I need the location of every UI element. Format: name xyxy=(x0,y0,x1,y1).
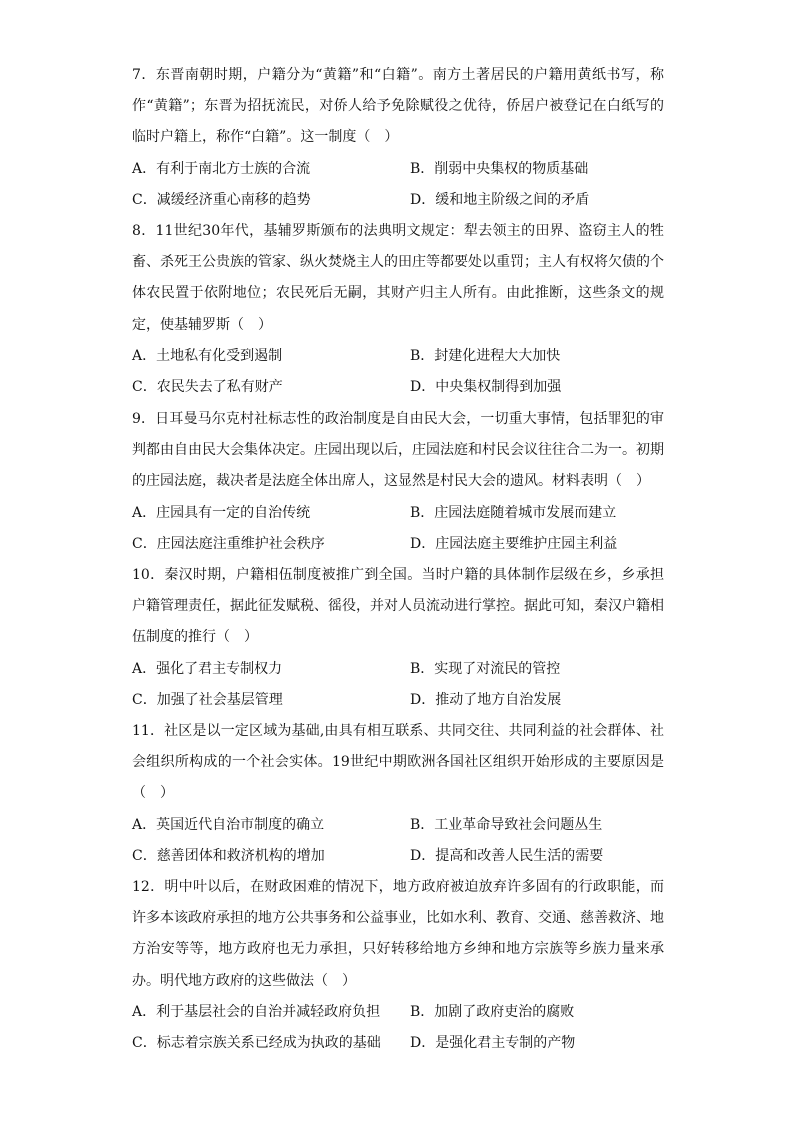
options-row xyxy=(132,654,664,685)
question-8 xyxy=(132,216,664,403)
question-12 xyxy=(132,872,664,1059)
option-b: B．削弱中央集权的物质基础 xyxy=(410,160,589,177)
option-b: B．加剧了政府吏治的腐败 xyxy=(410,1003,575,1020)
option-d: D．中央集权制得到加强 xyxy=(410,379,562,395)
question-9 xyxy=(132,404,664,560)
option-c: C．减缓经济重心南移的趋势 xyxy=(132,191,311,208)
option-b: B．实现了对流民的管控 xyxy=(410,660,561,677)
option-b: B．庄园法庭随着城市发展而建立 xyxy=(410,504,617,521)
options-row xyxy=(132,529,664,560)
option-c: C．标志着宗族关系已经成为执政的基础 xyxy=(132,1035,381,1051)
option-b: B．封建化进程大大加快 xyxy=(410,347,561,364)
option-c: C．加强了社会基层管理 xyxy=(132,691,283,708)
option-d: D．是强化君主专制的产物 xyxy=(410,1035,576,1051)
options-row xyxy=(132,154,664,185)
options-row xyxy=(132,810,664,841)
question-11 xyxy=(132,716,664,872)
option-a: A．英国近代自治市制度的确立 xyxy=(132,816,325,833)
option-a: A．土地私有化受到遏制 xyxy=(132,347,283,364)
option-d: D．提高和改善人民生活的需要 xyxy=(410,847,604,864)
options-row xyxy=(132,498,664,529)
option-b: B．工业革命导致社会问题丛生 xyxy=(410,816,603,833)
option-c: C．农民失去了私有财产 xyxy=(132,379,283,395)
question-stem: 11．社区是以一定区域为基础,由具有相互联系、共同交往、共同利益的社会群体、社会组织所构成的一个社会实体。19世纪中期欧洲各国社区组织开始形成的主要原因是（ ） xyxy=(132,723,664,802)
options-row xyxy=(132,841,664,872)
option-a: A．强化了君主专制权力 xyxy=(132,660,283,677)
option-a: A．利于基层社会的自治并减轻政府负担 xyxy=(132,1003,381,1020)
option-c: C．慈善团体和救济机构的增加 xyxy=(132,847,325,864)
option-a: A．有利于南北方士族的合流 xyxy=(132,160,311,177)
options-row xyxy=(132,341,664,372)
question-stem: 9．日耳曼马尔克村社标志性的政治制度是自由民大会，一切重大事情，包括罪犯的审判都由自由民大会集体决定。庄园出现以后，庄园法庭和村民会议往往合二为一。初期的庄园法庭，裁决者是法庭全体出席人，这显然是村民大会的遗风。材料表明（ ） xyxy=(132,411,664,490)
options-row xyxy=(132,997,664,1028)
options-row xyxy=(132,1028,664,1059)
option-d: D．庄园法庭主要维护庄园主利益 xyxy=(410,535,618,552)
option-d: D．缓和地主阶级之间的矛盾 xyxy=(410,191,590,208)
question-7 xyxy=(132,60,664,216)
question-10 xyxy=(132,560,664,716)
option-d: D．推动了地方自治发展 xyxy=(410,691,562,708)
question-stem: 10．秦汉时期，户籍相伍制度被推广到全国。当时户籍的具体制作层级在乡，乡承担户籍管理责任，据此征发赋税、徭役，并对人员流动进行掌控。据此可知，秦汉户籍相伍制度的推行（ ） xyxy=(132,567,664,646)
option-a: A．庄园具有一定的自治传统 xyxy=(132,504,311,521)
option-c: C．庄园法庭注重维护社会秩序 xyxy=(132,535,325,552)
question-stem: 7．东晋南朝时期，户籍分为“黄籍”和“白籍”。南方土著居民的户籍用黄纸书写，称作“黄籍”；东晋为招抚流民，对侨人给予免除赋役之优待，侨居户被登记在白纸写的临时户籍上，称作“白籍”。这一制度（ ） xyxy=(132,67,664,146)
question-stem: 8．11世纪30年代，基辅罗斯颁布的法典明文规定：犁去领主的田界、盗窃主人的牲畜、杀死王公贵族的管家、纵火焚烧主人的田庄等都要处以重罚；主人有权将欠债的个体农民置于依附地位；农民死后无嗣，其财产归主人所有。由此推断，这些条文的规定，使基辅罗斯（ ） xyxy=(132,223,664,333)
options-row xyxy=(132,185,664,216)
options-row xyxy=(132,685,664,716)
options-row xyxy=(132,372,664,403)
question-stem: 12．明中叶以后，在财政困难的情况下，地方政府被迫放弃许多固有的行政职能，而许多本该政府承担的地方公共事务和公益事业，比如水利、教育、交通、慈善救济、地方治安等等，地方政府也无力承担，只好转移给地方乡绅和地方宗族等乡族力量来承办。明代地方政府的这些做法（ ） xyxy=(132,879,664,989)
